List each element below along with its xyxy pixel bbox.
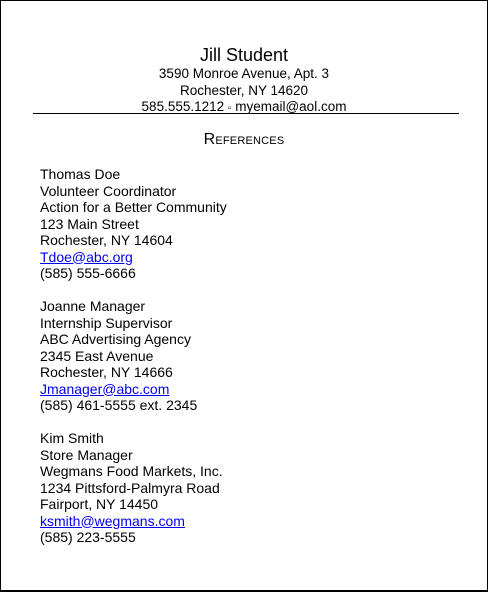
- references-list: [40, 166, 460, 562]
- header-divider: [33, 113, 459, 114]
- address-line-2: Rochester, NY 14620: [179, 82, 309, 98]
- reference-email-link[interactable]: Jmanager@abc.com: [40, 380, 170, 397]
- reference-email-link[interactable]: Tdoe@abc.org: [40, 248, 133, 265]
- page-bottom-border: [1, 590, 487, 591]
- reference-name: Kim Smith: [40, 430, 104, 446]
- reference-name: Thomas Doe: [40, 166, 121, 182]
- reference-title: Volunteer Coordinator: [40, 182, 177, 199]
- reference-entry: [40, 430, 460, 546]
- reference-organization: Action for a Better Community: [40, 199, 227, 215]
- reference-organization: ABC Advertising Agency: [40, 331, 191, 347]
- reference-name: Joanne Manager: [40, 298, 146, 314]
- reference-city: Rochester, NY 14666: [40, 364, 173, 380]
- contact-header: [1, 44, 487, 118]
- contact-line: [1, 99, 487, 118]
- reference-street: 1234 Pittsford-Palmyra Road: [40, 479, 220, 496]
- applicant-email: myemail@aol.com: [235, 99, 347, 114]
- reference-city: Fairport, NY 14450: [40, 496, 159, 512]
- reference-street: 123 Main Street: [40, 215, 139, 232]
- applicant-phone: 585.555.1212: [141, 99, 225, 114]
- reference-phone: (585) 223-5555: [40, 529, 136, 545]
- reference-entry: [40, 298, 460, 414]
- applicant-name: Jill Student: [199, 45, 289, 65]
- section-title-references: References: [203, 131, 285, 148]
- reference-organization: Wegmans Food Markets, Inc.: [40, 463, 223, 479]
- reference-street: 2345 East Avenue: [40, 347, 154, 364]
- reference-city: Rochester, NY 14604: [40, 232, 173, 248]
- reference-title: Store Manager: [40, 446, 133, 463]
- reference-phone: (585) 461-5555 ext. 2345: [40, 397, 198, 413]
- reference-phone: (585) 555-6666: [40, 265, 136, 281]
- separator-icon: ▫: [227, 103, 232, 114]
- reference-title: Internship Supervisor: [40, 314, 173, 331]
- reference-entry: [40, 166, 460, 282]
- reference-email-link[interactable]: ksmith@wegmans.com: [40, 512, 185, 529]
- address-line-1: 3590 Monroe Avenue, Apt. 3: [158, 66, 330, 81]
